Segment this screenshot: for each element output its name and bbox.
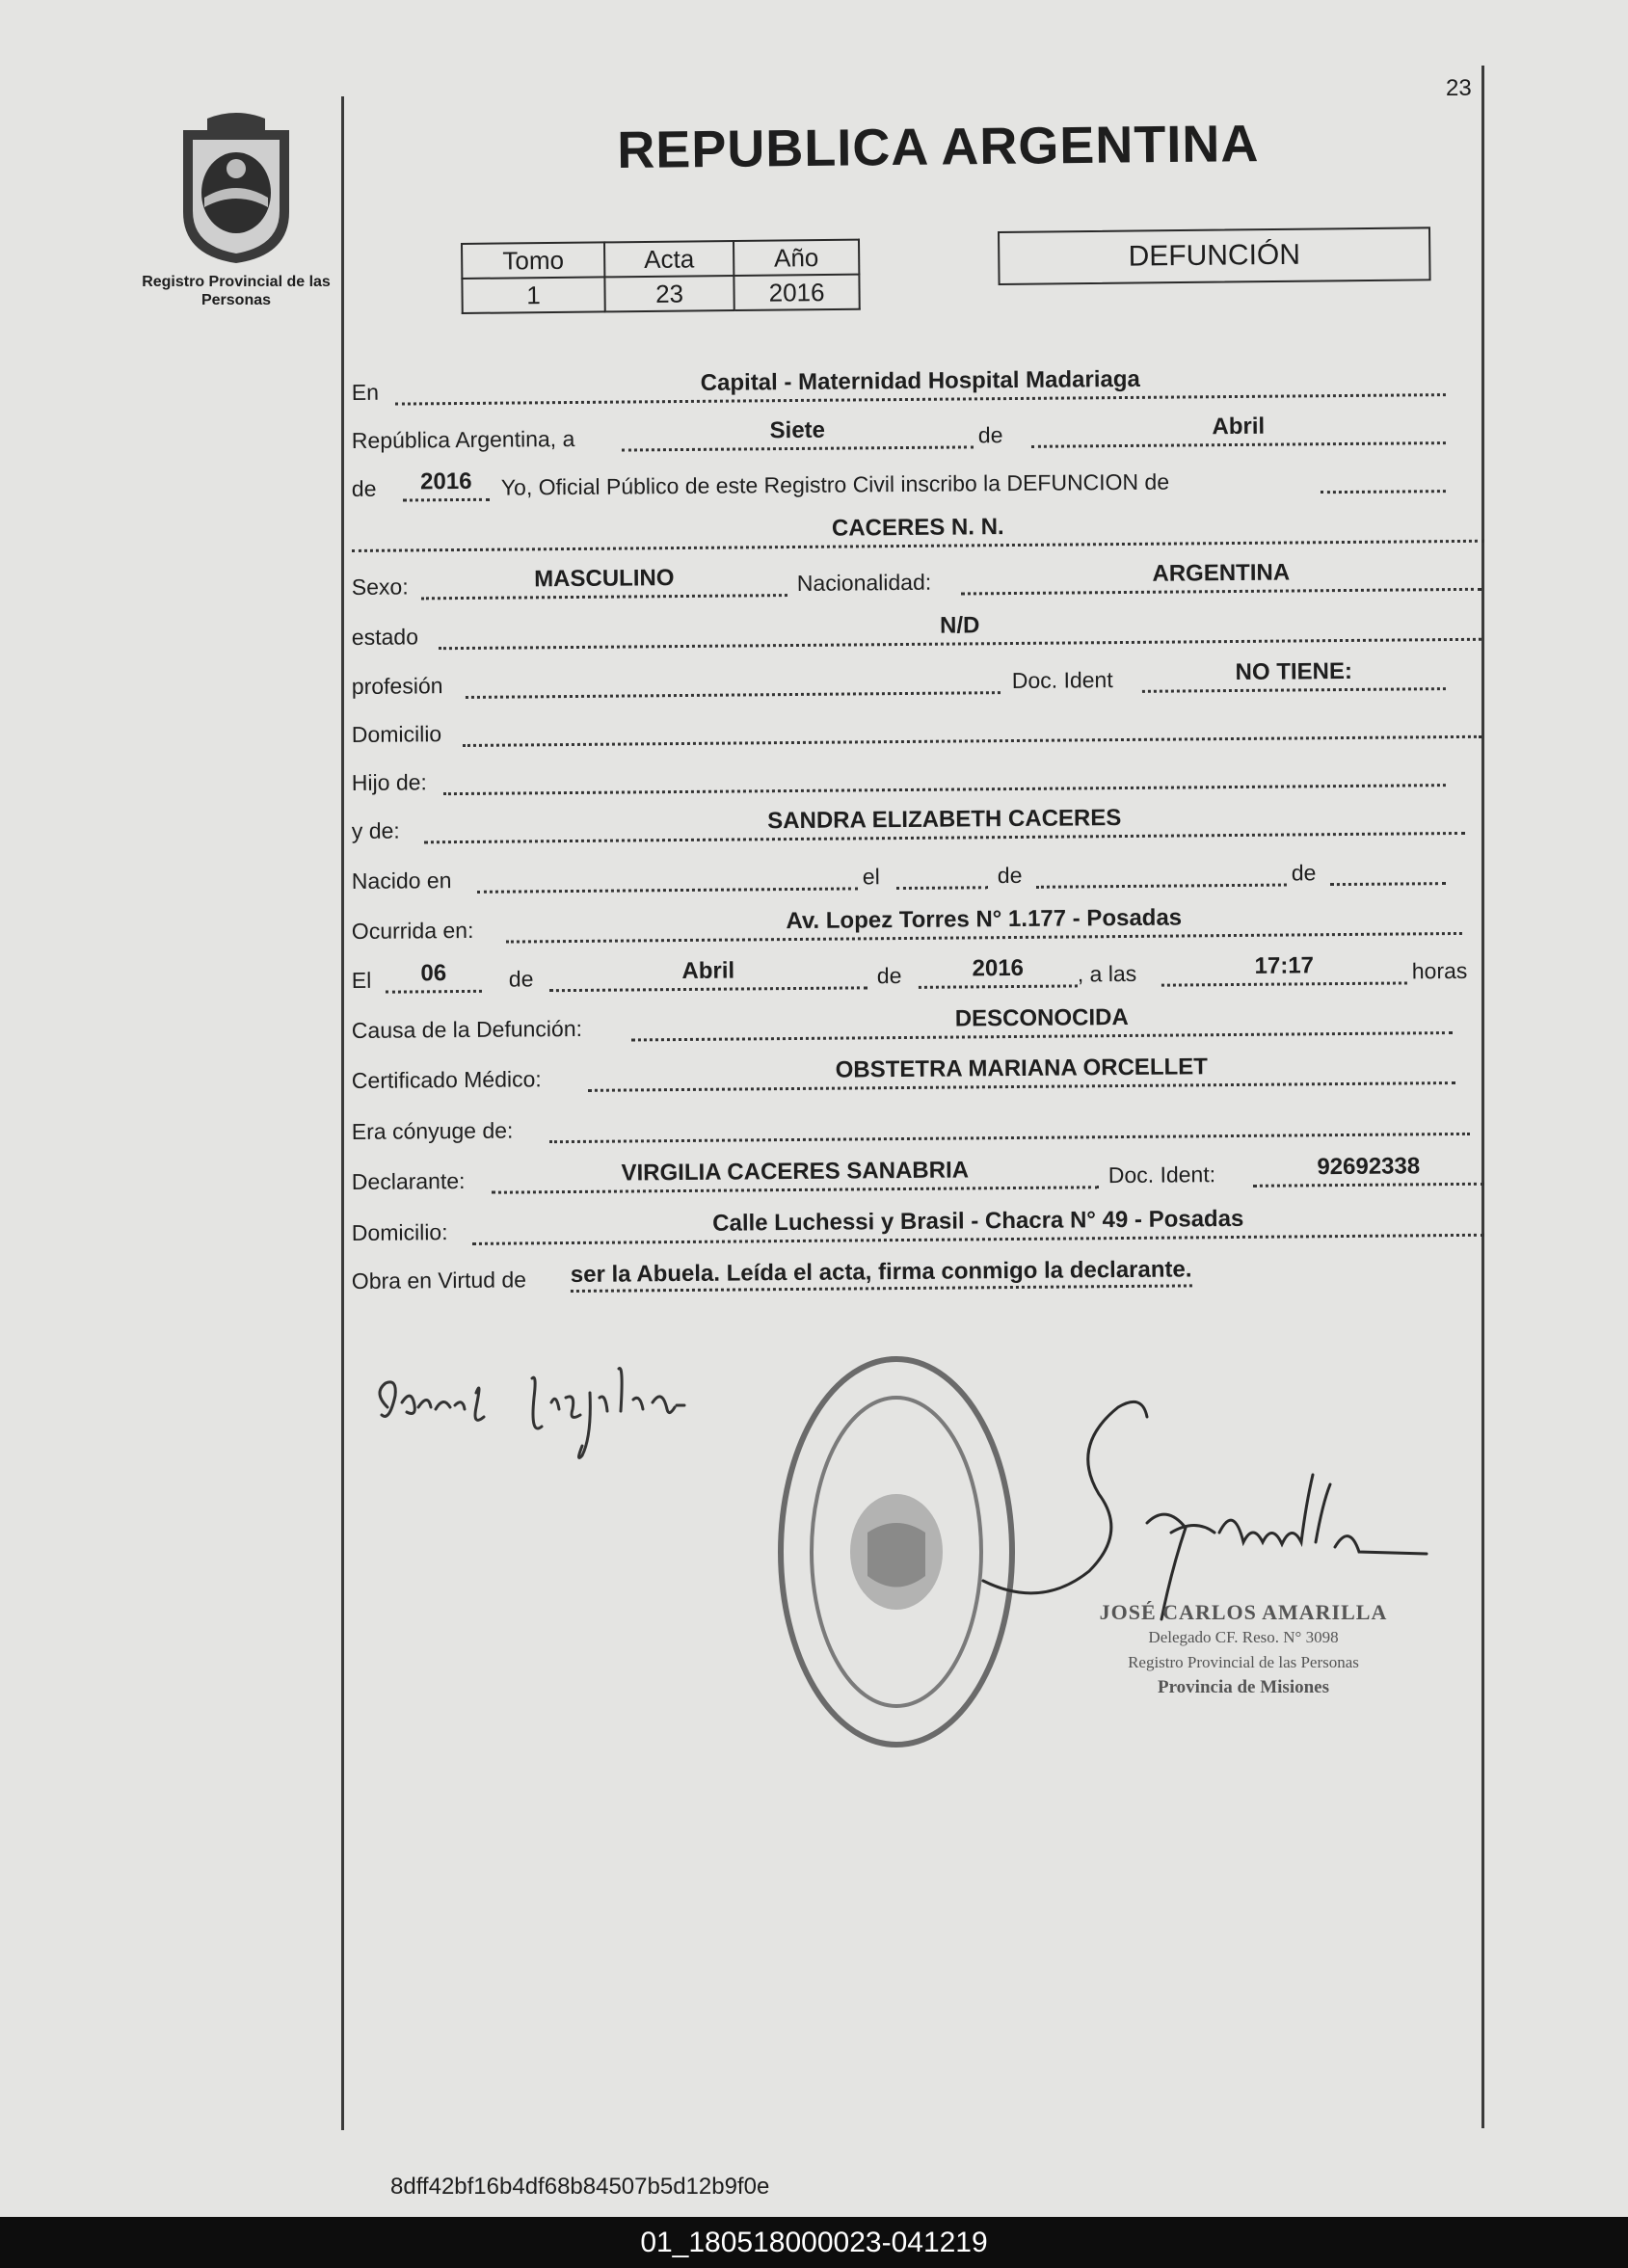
row-profesion [352,654,1480,702]
left-margin-line [341,96,344,2130]
value-anio2: 2016 [972,954,1025,982]
value-madre: SANDRA ELIZABETH CACERES [767,805,1122,835]
dotted-line [1330,882,1446,886]
value-certificado: OBSTETRA MARIANA ORCELLET [835,1054,1208,1083]
label-nacionalidad: Nacionalidad: [796,569,932,596]
value-anio: 2016 [419,467,472,495]
row-nombre [352,506,1480,554]
ref-value-tomo: 1 [462,277,604,313]
reference-table [461,239,861,314]
row-fecha-hora [352,947,1480,996]
value-sexo: MASCULINO [534,565,675,593]
row-causa [352,998,1480,1046]
row-declarante [352,1149,1480,1197]
value-doc-ident: NO TIENE: [1235,657,1353,685]
row-hijo [352,750,1480,798]
dotted-line [466,691,1001,699]
row-en [352,360,1480,408]
label-hijo: Hijo de: [351,769,427,796]
label-ocurrida: Ocurrida en: [351,917,474,945]
label-a-las: , a las [1077,960,1137,987]
dotted-line [549,1133,1470,1143]
dotted-line [386,990,482,994]
label-certificado: Certificado Médico: [351,1066,542,1094]
row-sexo [352,554,1480,602]
dotted-line [1036,884,1287,889]
label-horas: horas [1411,957,1468,984]
ref-header-acta: Acta [604,241,734,277]
label-y-de: y de: [351,817,400,844]
label-el: el [862,864,880,890]
row-estado [352,604,1480,653]
label-conyuge: Era cónyuge de: [351,1117,514,1145]
dotted-line [961,588,1481,596]
row-conyuge [352,1099,1480,1147]
row-ocurrida [352,898,1480,947]
dotted-line [896,886,988,890]
dotted-line [549,986,867,992]
ref-header-anio: Año [734,240,859,276]
row-madre [352,798,1480,846]
label-doc-ident2: Doc. Ident: [1108,1161,1216,1188]
dotted-line [463,735,1481,747]
label-de4: de [1291,860,1317,886]
row-nacido [352,848,1480,896]
value-domicilio2: Calle Luchessi y Brasil - Chacra N° 49 - Posadas [712,1205,1244,1237]
value-ocurrida: Av. Lopez Torres N° 1.177 - Posadas [786,904,1183,935]
value-nombre: CACERES N. N. [831,514,1004,542]
label-domicilio: Domicilio [351,721,442,748]
dotted-line [1161,981,1407,986]
page-title: REPUBLICA ARGENTINA [617,115,1260,179]
label-de: de [977,422,1003,448]
dotted-line [403,498,490,502]
value-lugar: Capital - Maternidad Hospital Madariaga [700,365,1140,396]
dotted-line [1142,687,1446,693]
ref-header-tomo: Tomo [462,242,604,279]
label-profesion: profesión [351,673,443,700]
value-mes: Abril [1212,413,1266,440]
dotted-line [622,445,974,451]
signer-name: JOSÉ CARLOS AMARILLA [1099,1600,1388,1624]
page-number: 23 [1446,75,1472,101]
label-doc-ident: Doc. Ident [1011,667,1113,694]
value-declarante: VIRGILIA CACERES SANABRIA [621,1157,970,1187]
label-republica: República Argentina, a [351,425,575,454]
logo-caption: Registro Provincial de las Personas [142,274,331,308]
ref-value-acta: 23 [604,276,734,311]
ref-value-anio: 2016 [734,275,859,310]
label-de2: de [351,475,377,502]
value-mes2: Abril [681,957,735,985]
record-type-box: DEFUNCIÓN [998,227,1431,285]
dotted-line [421,594,787,600]
value-nacionalidad: ARGENTINA [1152,559,1291,587]
value-dia2: 06 [420,960,447,987]
row-obra [352,1248,1480,1296]
dotted-line [1253,1183,1484,1187]
label-de5: de [508,966,534,992]
signer-role: Delegado CF. Reso. N° 3098 [1148,1628,1339,1646]
dotted-line [1031,441,1446,448]
dotted-line [443,784,1446,795]
value-causa: DESCONOCIDA [954,1003,1129,1032]
label-sexo: Sexo: [351,574,409,600]
footer-id-bar: 01_180518000023-041219 [0,2217,1628,2268]
dotted-line [919,984,1078,988]
label-obra: Obra en Virtud de [351,1267,527,1294]
dotted-line [1321,490,1446,494]
value-obra: ser la Abuela. Leída el acta, firma conmigo la declarante. [571,1256,1192,1293]
signer-province: Provincia de Misiones [1157,1677,1330,1697]
row-certificado [352,1048,1480,1096]
label-en: En [351,379,380,406]
value-dia: Siete [769,416,826,444]
value-doc-ident2: 92692338 [1317,1153,1421,1181]
document-hash: 8dff42bf16b4df68b84507b5d12b9f0e [390,2174,770,2200]
label-causa: Causa de la Defunción: [351,1015,583,1044]
right-margin-line [1481,66,1484,2128]
label-yo-text: Yo, Oficial Público de este Registro Civil inscribo la DEFUNCION de [500,468,1170,500]
label-domicilio2: Domicilio: [351,1219,448,1246]
signer-office: Registro Provincial de las Personas [1128,1653,1359,1671]
label-nacido: Nacido en [351,867,452,894]
label-de6: de [876,963,902,989]
value-estado: N/D [939,612,980,639]
row-fecha [352,408,1480,456]
value-hora: 17:17 [1254,952,1315,979]
row-domicilio2 [352,1200,1480,1248]
label-estado: estado [351,624,419,651]
declarant-signature [368,1349,812,1465]
dotted-line [477,887,858,893]
label-declarante: Declarante: [351,1167,466,1195]
label-el2: El [351,967,372,994]
row-domicilio [352,702,1480,750]
province-seal-logo [164,111,308,265]
row-anio [352,456,1480,504]
signer-block [1080,1600,1407,1700]
label-de3: de [997,862,1023,889]
